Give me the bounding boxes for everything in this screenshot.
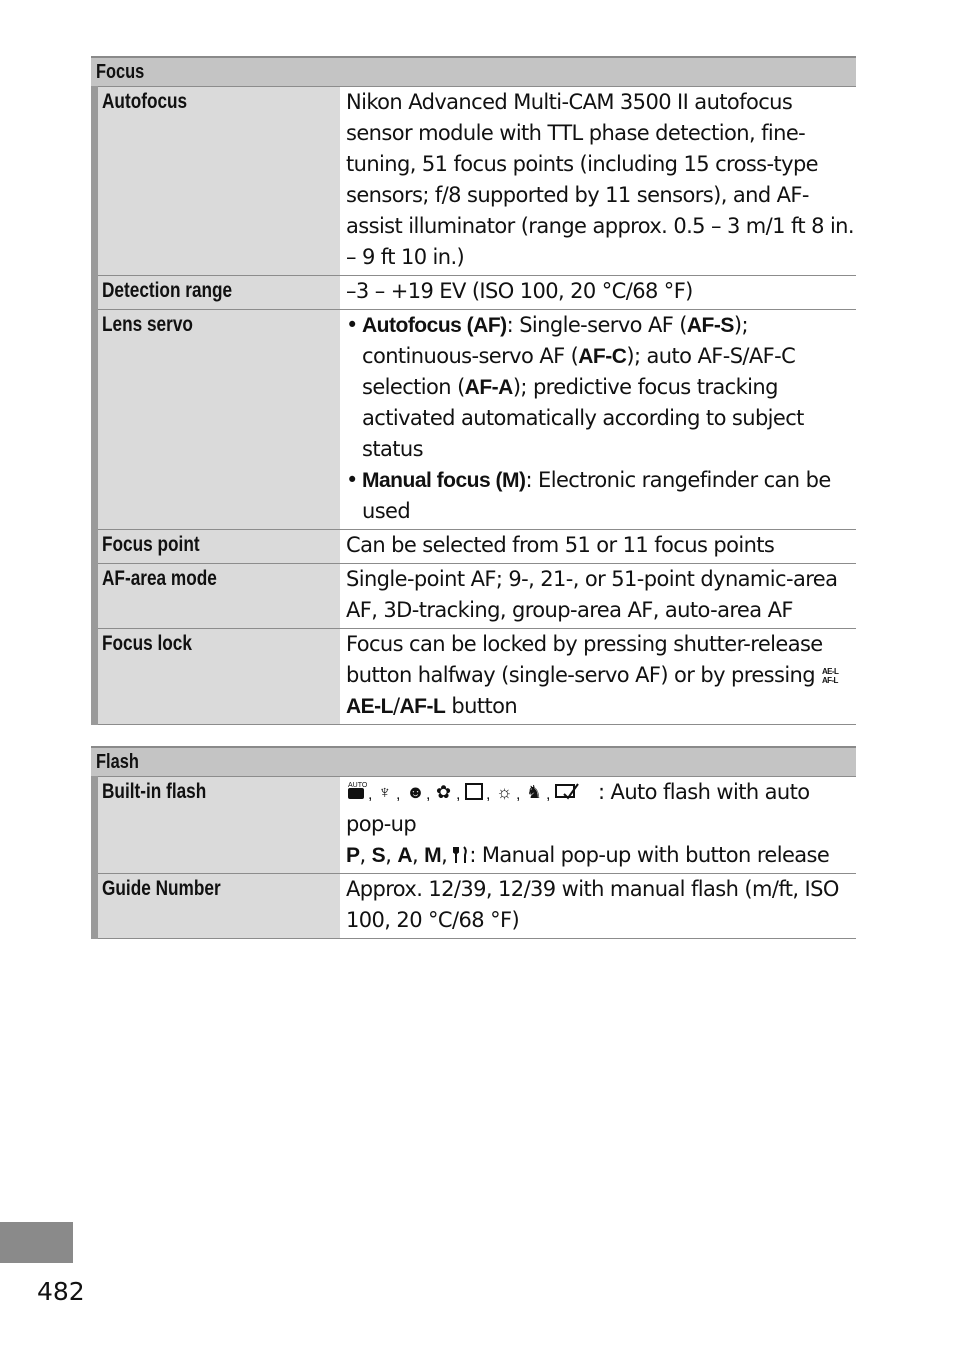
row-label: Focus point bbox=[102, 533, 200, 556]
spec-row-lens-servo bbox=[98, 310, 856, 530]
svg-text:♞: ♞ bbox=[526, 782, 543, 802]
svg-text:☻: ☻ bbox=[406, 782, 425, 802]
list-item: • Manual focus (M): Electronic rangefinder can be used bbox=[346, 468, 831, 523]
svg-text:,: , bbox=[426, 786, 431, 802]
svg-text:,: , bbox=[368, 786, 373, 802]
row-label: Built-in flash bbox=[102, 780, 207, 803]
ae-l-af-l-icon bbox=[821, 663, 843, 687]
svg-text:♆: ♆ bbox=[378, 782, 392, 802]
row-label: Focus lock bbox=[102, 632, 192, 655]
row-value: –3 – +19 EV (ISO 100, 20 °C/68 °F) bbox=[346, 279, 693, 303]
row-label: Guide Number bbox=[102, 877, 221, 900]
svg-text:✿: ✿ bbox=[436, 782, 452, 802]
row-value: AUTO , ♆ , ☻ , ✿ , , ☼ , ♞ , : Auto flash with auto pop-up P, S, A, M, : Manual pop-up with button release bbox=[346, 780, 830, 867]
flash-section bbox=[91, 746, 856, 939]
spec-row-af-area-mode bbox=[98, 564, 856, 629]
spec-row-built-in-flash bbox=[98, 776, 856, 874]
svg-text:,: , bbox=[516, 786, 521, 802]
focus-section bbox=[91, 56, 856, 725]
food-icon bbox=[453, 843, 469, 867]
svg-text:,: , bbox=[546, 786, 551, 802]
row-value: Approx. 12/39, 12/39 with manual flash (m/ft, ISO 100, 20 °C/68 °F) bbox=[346, 877, 839, 932]
focus-section-title: Focus bbox=[91, 56, 856, 86]
svg-text:AUTO: AUTO bbox=[348, 782, 368, 789]
flash-section-title: Flash bbox=[91, 746, 856, 776]
row-label: Lens servo bbox=[102, 313, 193, 336]
spec-row-focus-lock bbox=[98, 629, 856, 725]
spec-row-detection-range bbox=[98, 276, 856, 310]
row-value: Can be selected from 51 or 11 focus points bbox=[346, 533, 775, 557]
spec-row-autofocus bbox=[98, 86, 856, 276]
row-label: Autofocus bbox=[102, 90, 188, 113]
spec-row-focus-point bbox=[98, 530, 856, 564]
bullet-label: Manual focus (M) bbox=[362, 469, 526, 492]
svg-text:AF-L: AF-L bbox=[822, 676, 838, 685]
svg-text:,: , bbox=[396, 786, 401, 802]
page-tab-marker bbox=[0, 1222, 73, 1263]
scene-mode-icons bbox=[346, 783, 598, 804]
row-value: Nikon Advanced Multi-CAM 3500 II autofocus sensor module with TTL phase detection, fine-tuning, 51 focus points (including 15 cross-type sensors; f/8 supported by 11 sensors), and AF-assist illuminator (range approx. 0.5 – 3 m/1 ft 8 in. – 9 ft 10 in.) bbox=[346, 90, 854, 269]
bullet-label: Autofocus (AF) bbox=[362, 314, 507, 337]
page-number: 482 bbox=[37, 1277, 85, 1306]
row-value: Focus can be locked by pressing shutter-release button halfway (single-servo AF) or by pressing AE-L AF-L AE-L/AF-L button bbox=[340, 629, 856, 724]
svg-text:☼: ☼ bbox=[496, 782, 513, 802]
svg-text:AE-L: AE-L bbox=[822, 667, 839, 676]
row-value bbox=[340, 310, 856, 529]
row-value: Single-point AF; 9-, 21-, or 51-point dynamic-area AF, 3D-tracking, group-area AF, auto-area AF bbox=[346, 567, 838, 622]
spec-row-guide-number bbox=[98, 874, 856, 939]
row-label: AF-area mode bbox=[102, 567, 217, 590]
svg-text:,: , bbox=[486, 786, 491, 802]
svg-text:,: , bbox=[456, 786, 461, 802]
row-label: Detection range bbox=[102, 279, 233, 302]
list-item: • Autofocus (AF): Single-servo AF (AF-S); continuous-servo AF (AF-C); auto AF-S/AF-C selection (AF-A); predictive focus tracking activated automatically according to subject status bbox=[346, 313, 804, 461]
